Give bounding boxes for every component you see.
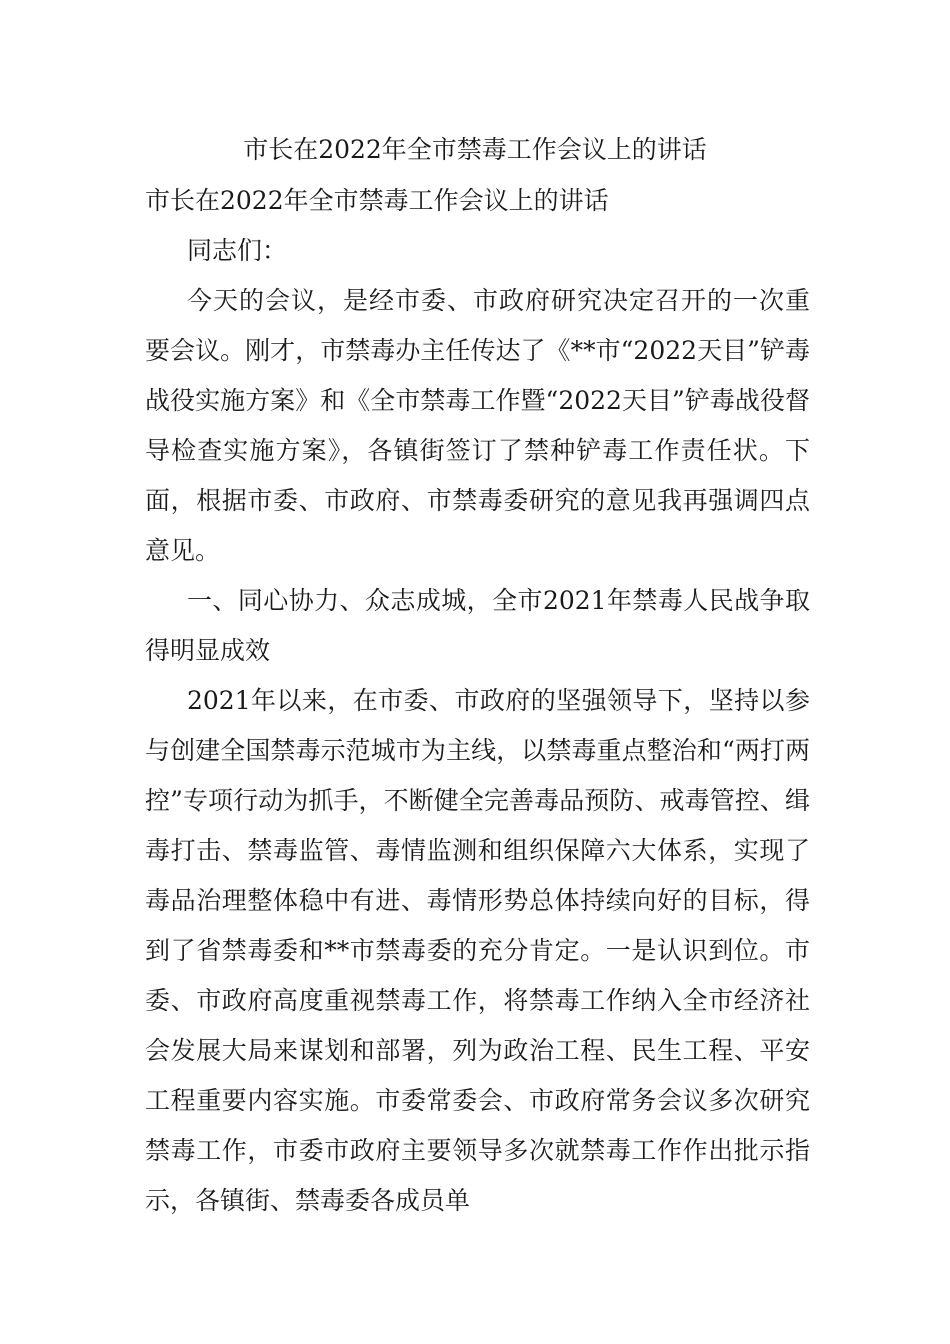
document-title: 市长在2022年全市禁毒工作会议上的讲话 [243, 135, 707, 164]
paragraph-achievements: 2021年以来，在市委、市政府的坚强领导下，坚持以参与创建全国禁毒示范城市为主线，以禁毒重点整治和“两打两控”专项行动为抓手，不断健全完善毒品预防、戒毒管控、缉毒打击、禁毒监管、毒情监测和组织保障六大体系，实现了毒品治理整体稳中有进、毒情形势总体持续向好的目标，得到了省禁毒委和**市禁毒委的充分肯定。一是认识到位。市委、市政府高度重视禁毒工作，将禁毒工作纳入全市经济社会发展大局来谋划和部署，列为政治工程、民生工程、平安工程重要内容实施。市委常委会、市政府常务会议多次研究禁毒工作，市委市政府主要领导多次就禁毒工作作出批示指示，各镇街、禁毒委各成员单 [145, 686, 810, 1215]
paragraph-intro: 今天的会议，是经市委、市政府研究决定召开的一次重要会议。刚才，市禁毒办主任传达了《**市“2022天目”铲毒战役实施方案》和《全市禁毒工作暨“2022天目”铲毒战役督导检查实施方案》，各镇街签订了禁种铲毒工作责任状。下面，根据市委、市政府、市禁毒委研究的意见我再强调四点意见。 [145, 286, 810, 565]
document-body [145, 176, 810, 1226]
paragraph-salutation: 同志们： [187, 236, 288, 265]
section-heading-one: 一、同心协力、众志成城，全市2021年禁毒人民战争取得明显成效 [145, 586, 810, 665]
paragraph-heading: 市长在2022年全市禁毒工作会议上的讲话 [145, 186, 609, 215]
